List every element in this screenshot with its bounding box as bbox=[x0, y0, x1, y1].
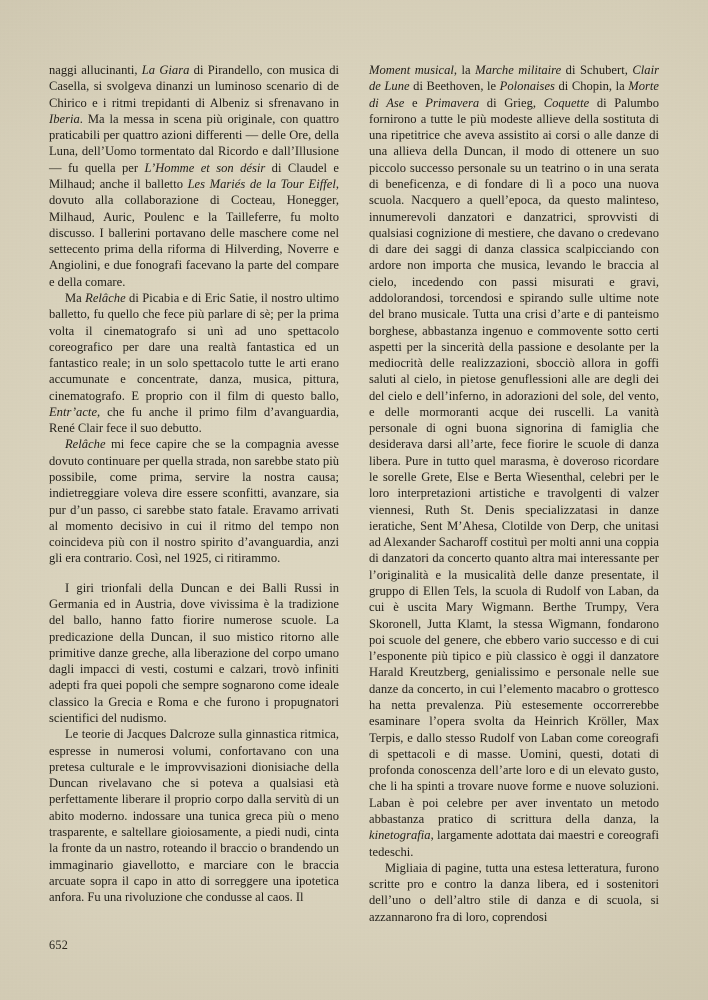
paragraph bbox=[49, 290, 339, 437]
italic-title-text: kinetografia bbox=[369, 828, 431, 843]
left-text-column bbox=[49, 62, 339, 922]
paragraph bbox=[49, 580, 339, 727]
body-text: , dovuto alla collaborazione di Cocteau, Honegger, Milhaud, Auric, Poulenc e la Tailleferre, fu molto discusso. I ballerini portavano delle maschere come nel settecento prima della riforma di Hilverding, Noverre e Angiolini, e due fonografi facevano la parte del compare e della comare. bbox=[49, 176, 339, 289]
italic-title-text: Iberia bbox=[49, 111, 80, 126]
italic-title-text: Primavera bbox=[425, 95, 480, 110]
body-text: , che fu anche il primo film d’avanguardia, René Clair fece il suo debutto. bbox=[49, 404, 339, 436]
body-text: di Grieg, bbox=[479, 95, 544, 110]
italic-title-text: Entr’acte bbox=[49, 404, 98, 419]
body-text: e bbox=[404, 95, 426, 110]
body-text: di Schubert, bbox=[561, 63, 633, 77]
italic-title-text: Moment musical bbox=[369, 63, 454, 77]
page-number: 652 bbox=[49, 938, 69, 952]
body-text: Migliaia di pagine, tutta una estesa letteratura, furono scritte pro e contro la danza libera, ed i sostenitori dell’uno o dell’altro stile di danza e di scuola, si azzannarono fra di loro, coprendosi bbox=[369, 860, 659, 924]
paragraph bbox=[369, 62, 659, 860]
body-text: . Ma la messa in scena più originale, con quattro praticabili per quattro azioni differenti — delle Ore, della Luna, dell’Uomo tormentato dal Ricordo e dall’Illusione — fu quella per bbox=[49, 111, 339, 175]
italic-title-text: Relâche bbox=[65, 437, 106, 452]
paragraph bbox=[49, 726, 339, 905]
body-text: di Chopin, la bbox=[554, 79, 629, 94]
body-text: , largamente adottata dai maestri e coreografi tedeschi. bbox=[369, 828, 659, 859]
body-text: naggi allucinanti, bbox=[49, 63, 142, 77]
body-text: I giri trionfali della Duncan e dei Balli Russi in Germania ed in Austria, dove vivissima è la tradizione del ballo, hanno fatto fiorire numerose scuole. La predicazione della Duncan, il suo mistico ritorno alle primitive danze greche, alla liberazione del corpo umano dagli impacci di vesti, costumi e calzari, trovò infiniti adepti fra quei popoli che sempre sognarono come ideale classico la Grecia e Roma e che furono i propugnatori scientifici del nudismo. bbox=[49, 580, 339, 725]
body-text: , la bbox=[453, 63, 476, 77]
right-text-column bbox=[369, 62, 659, 922]
body-text: di Claudel e Milhaud; anche il balletto bbox=[49, 160, 339, 191]
paragraph bbox=[49, 436, 339, 566]
italic-title-text: Clair de Lune bbox=[369, 63, 659, 94]
italic-title-text: La Giara bbox=[141, 63, 190, 77]
italic-title-text: Relâche bbox=[85, 290, 126, 305]
body-text: Le teorie di Jacques Dalcroze sulla ginnastica ritmica, espresse in numerosi volumi, confortavano con una pretesa culturale e le improvvisazioni dionisiache della Duncan rivelavano che si poteva a qualsiasi età perfettamente liberare il proprio corpo dalla servitù di un abito moderno. indossare una tunica greca più o meno trasparente, e saltellare gioiosamente, a piedi nudi, cinta la fronte da un nastro, roteando il braccio o brandendo un immaginario giavellotto, e marciare con le braccia arcuate sopra il capo in atto di sorreggere una ipotetica anfora. Fu una rivoluzione che condusse al caos. Il bbox=[49, 727, 339, 905]
body-text: di Beethoven, le bbox=[409, 79, 500, 94]
italic-title-text: Marche militaire bbox=[475, 63, 562, 77]
italic-title-text: Coquette bbox=[543, 95, 590, 110]
italic-title-text: Polonaises bbox=[499, 79, 555, 94]
body-text: mi fece capire che se la compagnia avesse dovuto continuare per quella strada, non sarebbe stato più possibile, come prima, servire la nostra causa; indietreggiare voleva dire essere sconfitti, avanzare, sia pur d’un passo, ci sarebbe stato fatale. Eravamo arrivati al momento decisivo in cui il ritmo del tempo non coincideva più con il nostro spirito d’avanguardia, anzi gli era contrario. Così, nel 1925, ci ritirammo. bbox=[49, 437, 339, 566]
body-text: Ma bbox=[65, 290, 86, 305]
paragraph bbox=[49, 62, 339, 290]
italic-title-text: Morte di Ase bbox=[369, 79, 659, 110]
italic-title-text: L’Homme et son désir bbox=[144, 160, 266, 175]
body-text: di Palumbo fornirono a tutte le più modeste allieve della sostituta di una ripetitrice che aveva assistito ai corsi o alle danze di una allieva della Duncan, il modo di ottenere un suo piccolo successo personale su un teatrino o in una serata di beneficenza, e di fondare di lì a poco una nuova scuola. Nacquero a quell’epoca, da questo malinteso, innumerevoli danzatori e danzatrici, sprovvisti di qualsiasi cognizione di mestiere, che davano o credevano di dare dei saggi di danza classica scalpicciando con ardore non importa che musica, levando le braccia al cielo, incedendo con passi misurati e gravi, addolorandosi, torcendosi e spirando sulle ultime note del brano musicale. Tutta una crisi d’arte e di panteismo borghese, abbastanza ingenuo e commovente sotto certi aspetti per la sincerità della passione e desolante per la mediocrità delle realizzazioni, sbocciò allora in goffi saluti al cielo, in pietose genuflessioni alle are degli dei del cielo e dell’inferno, in adorazioni del sole, del vento, e delle mormoranti acque dei ruscelli. La vanità personale di ogni buona signorina di famiglia che desiderava darsi all’arte, fece fiorire le scuole di danza libera. Pure in tutto quel marasma, è doveroso ricordare le sorelle Grete, Else e Berta Wiesenthal, celebri per le loro interpretazioni artistiche e travolgenti di valzer viennesi, Ruth St. Denis specializzatasi in danze ieratiche, Sent M’Ahesa, Clotilde von Derp, che unitasi ad Alexander Sacharoff costituì per molti anni una coppia di danzatori da concerto quanto altra mai interessante per l’originalità e la musicalità delle danze presentate, il gruppo di Ellen Tels, la scuola di Rudolf von Laban, da cui è uscita Mary Wigmann. Berthe Trumpy, Vera Skoronell, Jutta Klamt, la stessa Wigmann, fondarono poi scuole del genere, che ebbero vario successo e di cui l’esponente più tipico e più classico è oggi il danzatore Harald Kreutzberg, genialissimo e personale nelle sue danze da concerto, in cui l’elemento macabro o grottesco ha netta prevalenza. Più estesemente occorrerebbe esaminare l’opera svolta da Heinrich Kröller, Max Terpis, e dallo stesso Rudolf von Laban come coreografi di spettacoli e di masse. Uomini, questi, dotati di profonda conoscenza dell’arte loro e di un elevato gusto, che li ha spinti a trovare nuove forme e nuove soluzioni. Laban è poi celebre per aver inventato un metodo abbastanza pratico di scrittura della danza, la bbox=[369, 95, 660, 826]
paragraph bbox=[369, 860, 659, 925]
body-text: di Picabia e di Eric Satie, il nostro ultimo balletto, fu quello che fece più parlare di sè; per la prima volta il cinematografo si unì ad uno spettacolo coreografico per dare una realtà fantastica ed un fantastico reale; in un solo spettacolo tutte le arti erano accumunate e concentrate, danza, musica, pittura, cinematografo. E proprio con il film di questo ballo, bbox=[49, 290, 339, 403]
body-text: di Pirandello, con musica di Casella, si svolgeva dinanzi un luminoso scenario di de Chirico e i ritmi trepidanti di Albeniz si sfrenavano in bbox=[49, 63, 339, 110]
italic-title-text: Les Mariés de la Tour Eiffel bbox=[187, 176, 336, 191]
two-column-text-body bbox=[49, 62, 659, 922]
